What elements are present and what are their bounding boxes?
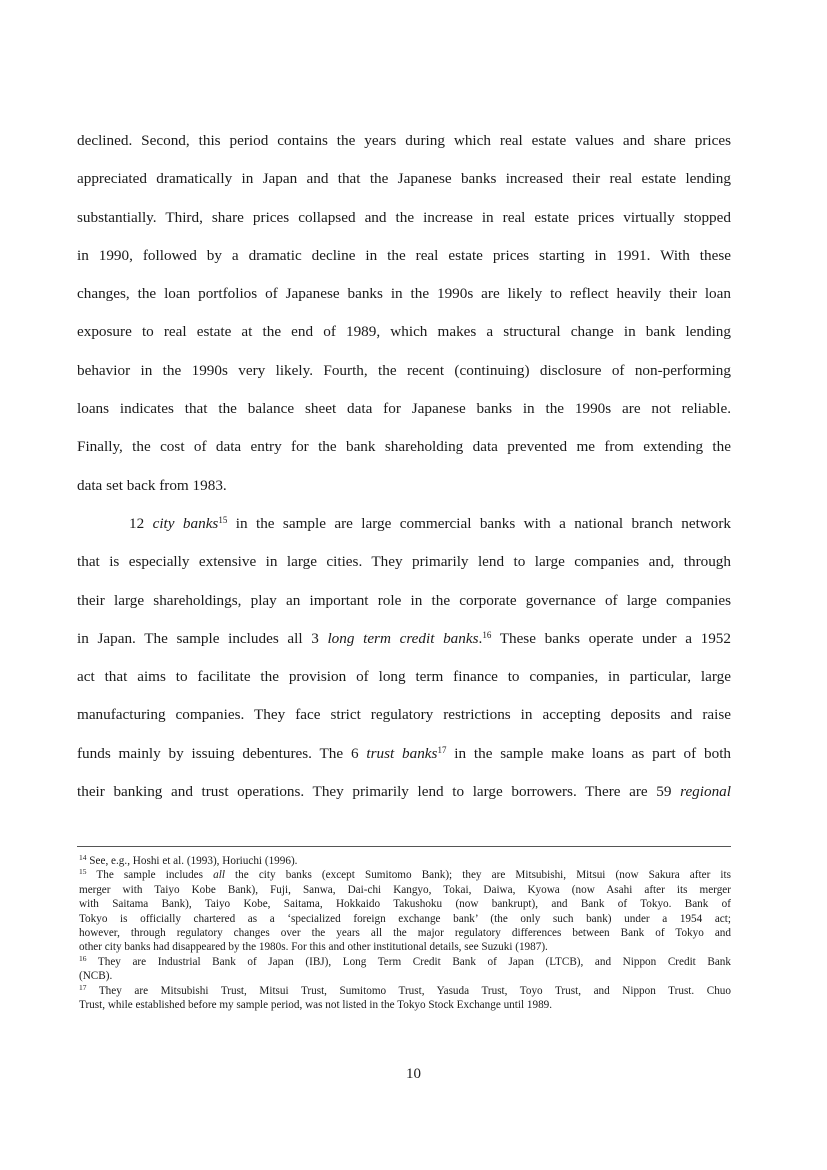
- footnote-line: however, through regulatory changes over the years all the major regulatory differences between Bank of Tokyo and: [79, 926, 731, 939]
- paragraph-line: substantially. Third, share prices collapsed and the increase in real estate prices virtually stopped: [77, 208, 731, 226]
- footnotes: [79, 854, 731, 1012]
- paragraph-line: data set back from 1983.: [77, 476, 227, 494]
- paragraph-line: appreciated dramatically in Japan and that the Japanese banks increased their real estate lending: [77, 170, 731, 188]
- footnote-16: [79, 955, 731, 969]
- italic-term: regional: [680, 783, 731, 801]
- footnote-15: [79, 868, 731, 882]
- text-run: funds mainly by issuing debentures. The 6: [77, 744, 367, 762]
- italic-term: all: [213, 869, 225, 882]
- paragraph-line: changes, the loan portfolios of Japanese banks in the 1990s are likely to reflect heavily their loan: [77, 285, 731, 303]
- footnote-ref: 15: [218, 514, 228, 525]
- text-run: These banks operate under a 1952: [491, 629, 731, 647]
- footnote-number: 16: [79, 953, 87, 963]
- footnote-number: 15: [79, 867, 87, 877]
- paragraph-line: that is especially extensive in large cities. They primarily lend to large companies and, through: [77, 553, 731, 571]
- paragraph-line: [77, 505, 731, 543]
- footnote-text: the city banks (except Sumitomo Bank); they are Mitsubishi, Mitsui (now Sakura after its: [224, 869, 731, 882]
- text-run: .: [478, 629, 483, 647]
- paragraph-line: in 1990, followed by a dramatic decline in the real estate prices starting in 1991. With these: [77, 246, 731, 264]
- paragraph-line: Finally, the cost of data entry for the bank shareholding data prevented me from extending the: [77, 438, 731, 456]
- footnote-line: (NCB).: [79, 970, 113, 983]
- paragraph-line: manufacturing companies. They face strict regulatory restrictions in accepting deposits and raise: [77, 706, 731, 724]
- footnote-text: They are Mitsubishi Trust, Mitsui Trust, Sumitomo Trust, Yasuda Trust, Toyo Trust, and Nippon Trust. Chuo: [86, 984, 731, 997]
- footnote-text: The sample includes: [86, 869, 214, 882]
- footnote-ref: 16: [482, 629, 492, 640]
- text-run: in the sample make loans as part of both: [446, 744, 732, 762]
- paragraph-line: [77, 620, 731, 658]
- body-text: [77, 122, 731, 811]
- text-run: in Japan. The sample includes all 3: [77, 629, 328, 647]
- italic-term: city banks: [152, 514, 219, 532]
- text-run: their banking and trust operations. They primarily lend to large borrowers. There are 59: [77, 783, 681, 801]
- paragraph-line: [77, 735, 731, 773]
- footnote-number: 17: [79, 982, 87, 992]
- footnote-line: other city banks had disappeared by the 1980s. For this and other institutional details, see Suzuki (1987).: [79, 941, 548, 954]
- paragraph-line: act that aims to facilitate the provision of long term finance to companies, in particular, large: [77, 668, 731, 686]
- paragraph-line: exposure to real estate at the end of 1989, which makes a structural change in bank lending: [77, 323, 731, 341]
- text-run: 12: [129, 514, 153, 532]
- paragraph-line: behavior in the 1990s very likely. Fourth, the recent (continuing) disclosure of non-performing: [77, 361, 731, 379]
- italic-term: trust banks: [366, 744, 438, 762]
- footnote-number: 14: [79, 853, 87, 862]
- footnote-line: with Saitama Bank), Taiyo Kobe, Saitama, Hokkaido Takushoku (now bankrupt), and Bank of Tokyo. Bank of: [79, 898, 731, 911]
- footnote-text: They are Industrial Bank of Japan (IBJ), Long Term Credit Bank of Japan (LTCB), and Nippon Credit Bank: [86, 955, 731, 968]
- footnote-line: merger with Taiyo Kobe Bank), Fuji, Sanwa, Dai-chi Kangyo, Tokai, Daiwa, Kyowa (now Asahi after its merger: [79, 883, 731, 896]
- paragraph-line: loans indicates that the balance sheet data for Japanese banks in the 1990s are not reliable.: [77, 400, 731, 418]
- page-number: 10: [406, 1066, 421, 1082]
- footnote-text: See, e.g., Hoshi et al. (1993), Horiuchi (1996).: [86, 855, 298, 867]
- footnote-14: [79, 854, 731, 868]
- text-run: in the sample are large commercial banks with a national branch network: [227, 514, 732, 532]
- footnote-17: [79, 984, 731, 998]
- paragraph-line: declined. Second, this period contains the years during which real estate values and share prices: [77, 132, 731, 149]
- footnote-line: Tokyo is officially chartered as a ‘specialized foreign exchange bank’ (the only such bank) under a 1954 act;: [79, 912, 731, 925]
- footnote-line: Trust, while established before my sample period, was not listed in the Tokyo Stock Exchange until 1989.: [79, 998, 553, 1011]
- italic-term: long term credit banks: [327, 629, 479, 647]
- footnote-divider: [77, 846, 731, 847]
- paragraph-line: [77, 773, 731, 811]
- paragraph-line: their large shareholdings, play an important role in the corporate governance of large companies: [77, 591, 731, 609]
- footnote-ref: 17: [437, 744, 447, 755]
